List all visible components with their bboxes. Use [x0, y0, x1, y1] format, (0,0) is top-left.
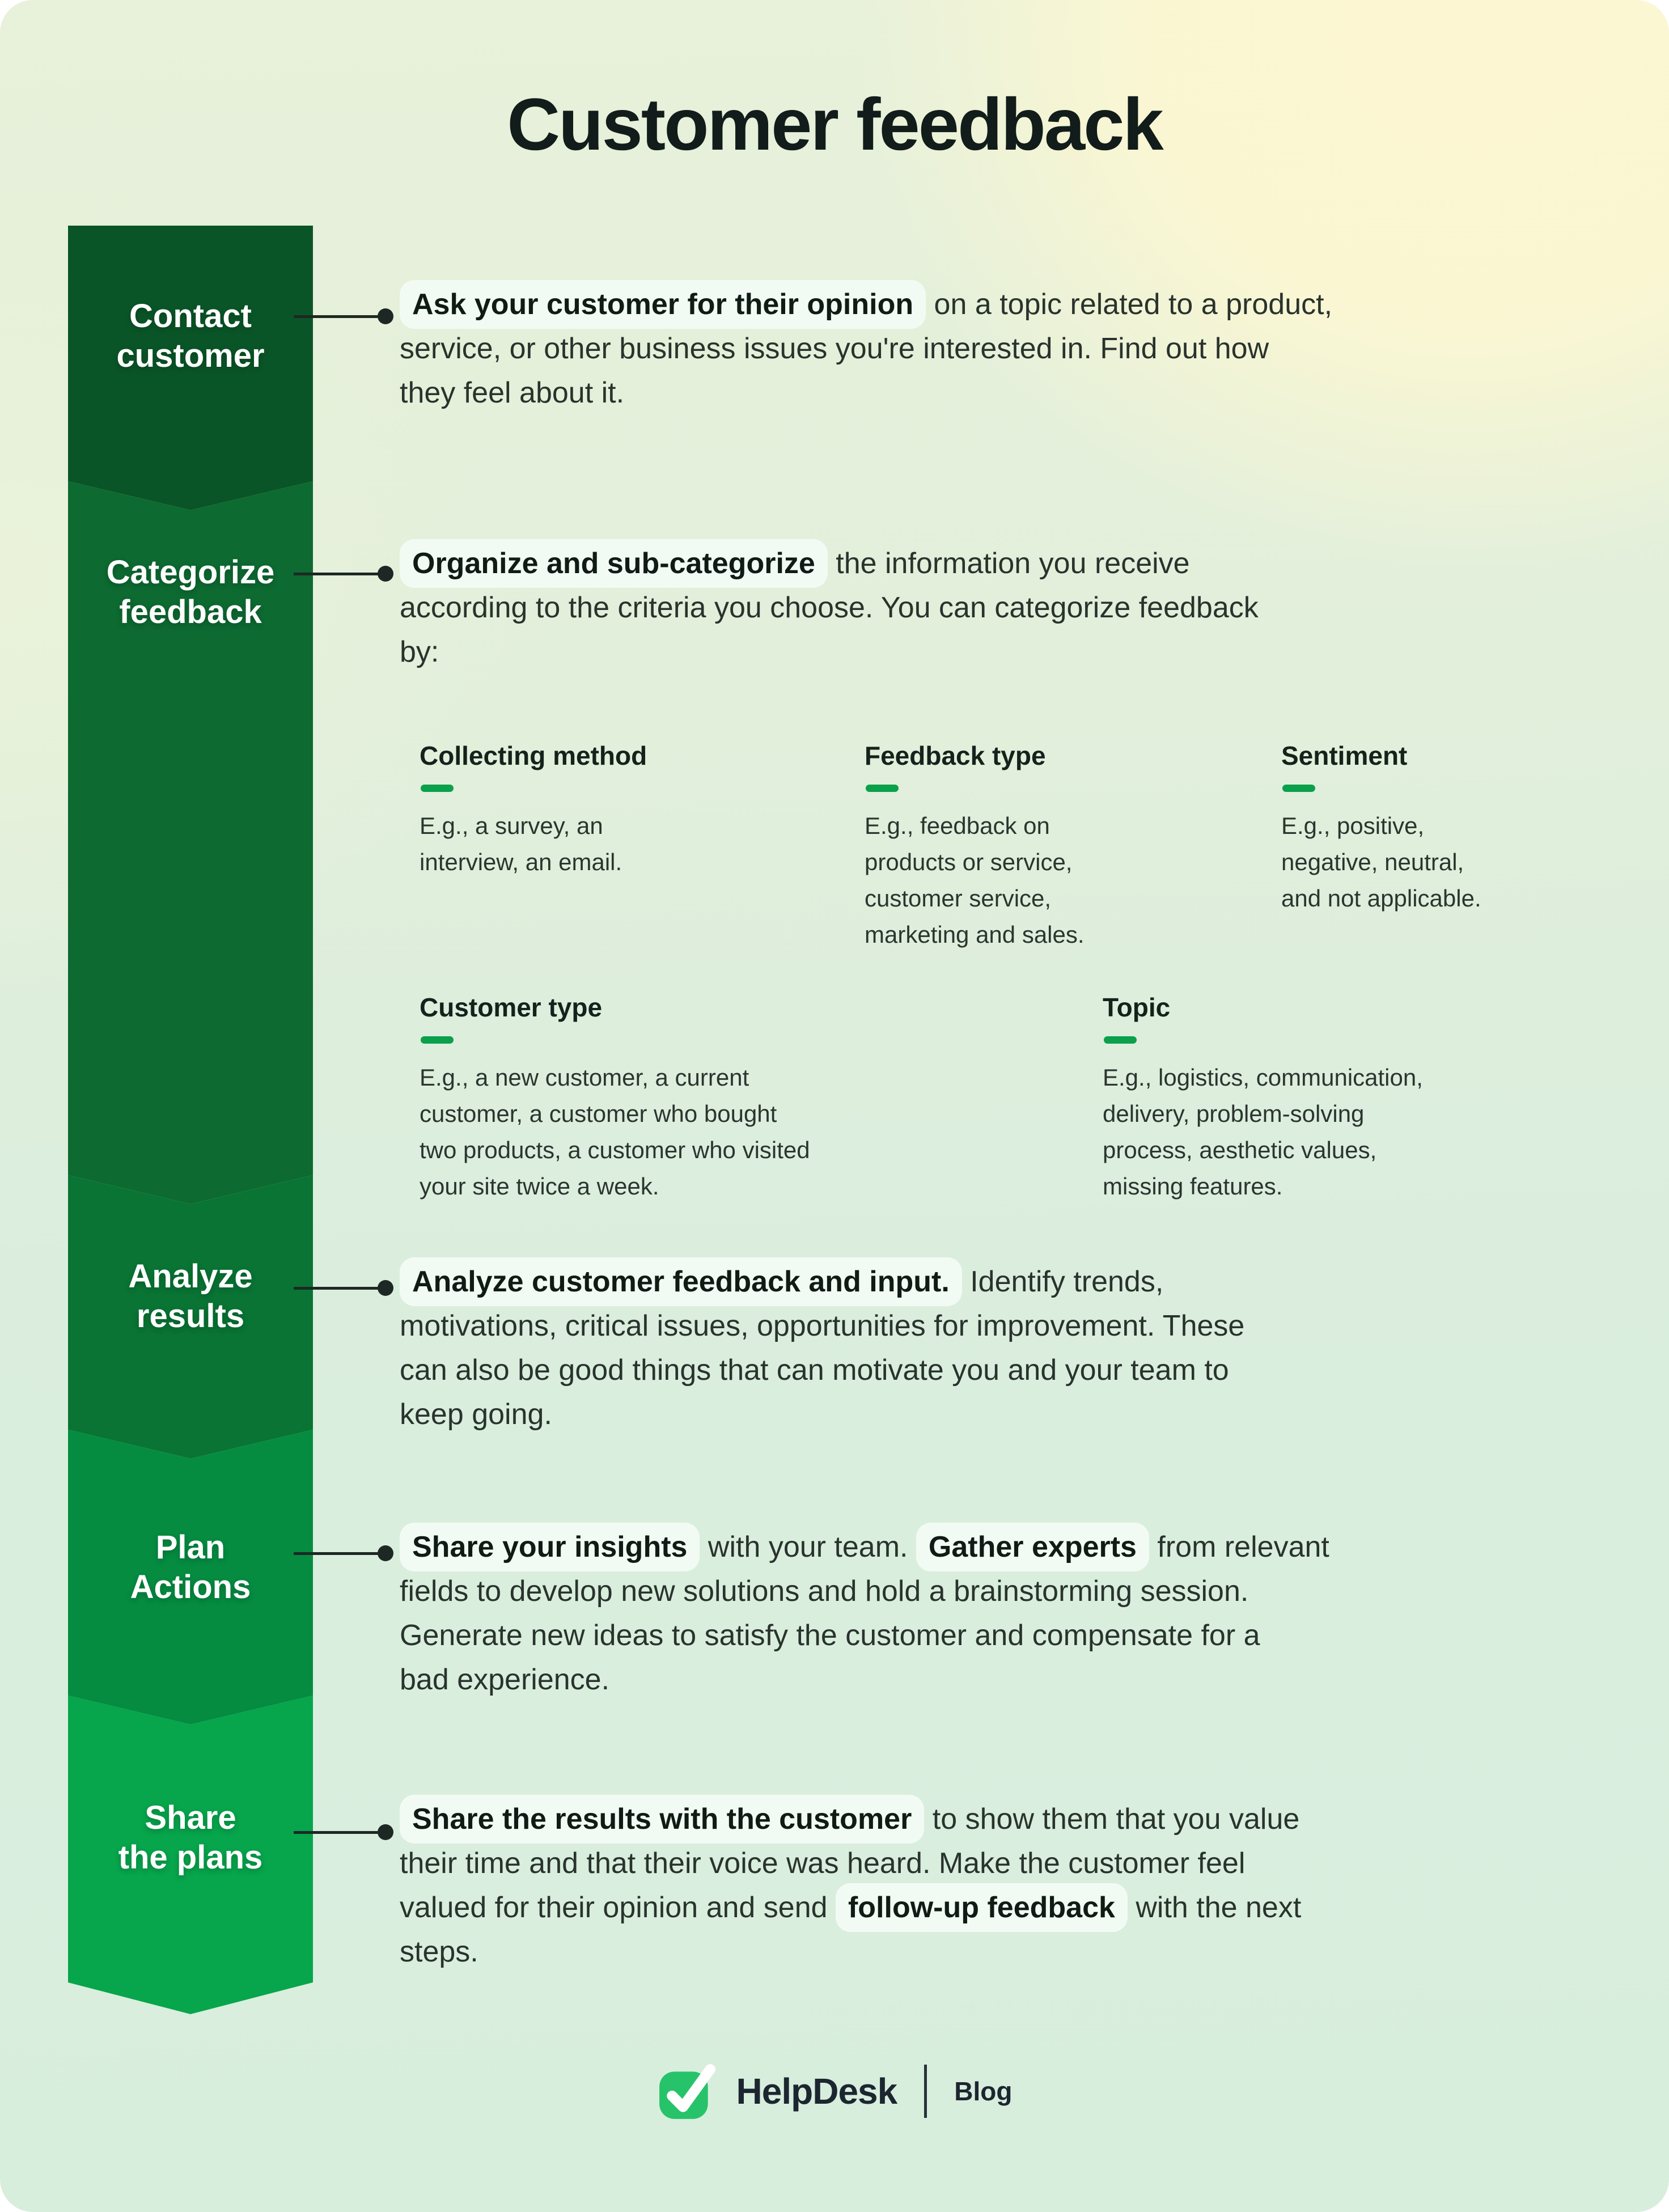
step-description: [400, 1797, 1636, 1974]
description-text: by:: [400, 635, 439, 668]
category-text-line: interview, an email.: [420, 849, 622, 875]
description-text: motivations, critical issues, opportunities for improvement. These: [400, 1310, 1245, 1342]
category-text-line: customer service,: [865, 885, 1052, 912]
description-line: [400, 1569, 1636, 1613]
description-line: [400, 541, 1636, 586]
description-line: [400, 1885, 1636, 1930]
connector: [294, 1545, 393, 1561]
description-text: their time and that their voice was heard. Make the customer feel: [400, 1847, 1246, 1880]
category-text-line: customer, a customer who bought: [420, 1100, 777, 1127]
footer: [0, 2061, 1669, 2121]
description-text: Identify trends,: [961, 1265, 1164, 1298]
connector-line: [294, 315, 379, 318]
brand-name: HelpDesk: [736, 2071, 897, 2112]
category-text-line: delivery, problem-solving: [1103, 1100, 1365, 1127]
highlighted-text: Share your insights: [400, 1523, 700, 1571]
page-title: Customer feedback: [507, 83, 1162, 166]
step-label-line: Plan: [155, 1529, 226, 1566]
category-card: [1103, 992, 1613, 1205]
footer-blog-label: Blog: [954, 2077, 1013, 2106]
highlighted-text: follow-up feedback: [836, 1883, 1128, 1932]
step-description: [400, 282, 1636, 415]
description-line: [400, 327, 1636, 371]
step-label: [68, 1528, 313, 1607]
category-underline: [866, 785, 899, 792]
process-chevron-band: [68, 226, 313, 2028]
category-text-line: two products, a customer who visited: [420, 1137, 810, 1163]
description-line: [400, 586, 1636, 630]
category-text-line: your site twice a week.: [420, 1173, 659, 1200]
description-line: [400, 630, 1636, 674]
description-line: [400, 1348, 1636, 1392]
category-text-line: negative, neutral,: [1281, 849, 1464, 875]
category-text-line: missing features.: [1103, 1173, 1283, 1200]
connector: [294, 1824, 393, 1840]
step-label-line: results: [136, 1298, 245, 1334]
category-text-line: products or service,: [865, 849, 1073, 875]
step-label-line: Analyze: [128, 1258, 253, 1295]
helpdesk-logo-icon: [657, 2061, 717, 2121]
connector-dot: [378, 566, 393, 582]
category-underline: [421, 1036, 454, 1044]
highlighted-text: Ask your customer for their opinion: [400, 280, 926, 329]
step-label-line: customer: [116, 337, 265, 374]
category-text-line: E.g., logistics, communication,: [1103, 1064, 1423, 1091]
category-text-line: E.g., feedback on: [865, 812, 1050, 839]
step-description: [400, 1525, 1636, 1702]
description-line: [400, 371, 1636, 415]
connector-line: [294, 1831, 379, 1834]
step-label: [68, 1257, 313, 1336]
connector: [294, 566, 393, 582]
step-label-line: Contact: [129, 298, 252, 334]
description-line: [400, 1525, 1636, 1569]
description-text: bad experience.: [400, 1663, 610, 1696]
step-label: [68, 553, 313, 632]
description-line: [400, 1930, 1636, 1974]
category-underline: [421, 785, 454, 792]
step-label-line: Share: [145, 1799, 236, 1836]
description-text: from relevant: [1149, 1531, 1329, 1563]
category-text-line: E.g., a survey, an: [420, 812, 603, 839]
description-text: on a topic related to a product,: [926, 288, 1333, 321]
highlighted-text: Gather experts: [916, 1523, 1149, 1571]
category-card: [420, 740, 737, 880]
step-description: [400, 541, 1636, 674]
description-text: Generate new ideas to satisfy the customer and compensate for a: [400, 1619, 1260, 1652]
description-text: they feel about it.: [400, 376, 625, 409]
connector-line: [294, 573, 379, 575]
highlighted-text: Share the results with the customer: [400, 1795, 924, 1844]
description-text: according to the criteria you choose. You can categorize feedback: [400, 591, 1259, 624]
connector-dot: [378, 1545, 393, 1561]
connector-dot: [378, 1824, 393, 1840]
description-text: with your team.: [700, 1531, 916, 1563]
description-text: valued for their opinion and send: [400, 1891, 836, 1924]
footer-divider: [924, 2065, 927, 2118]
chevron-band-svg: [68, 226, 313, 2028]
category-title: Topic: [1103, 993, 1171, 1022]
category-card: [1281, 740, 1621, 917]
description-text: the information you receive: [827, 547, 1190, 580]
connector: [294, 308, 393, 324]
description-line: [400, 1304, 1636, 1348]
description-line: [400, 282, 1636, 327]
step-description: [400, 1260, 1636, 1436]
highlighted-text: Organize and sub-categorize: [400, 539, 828, 588]
connector-dot: [378, 1280, 393, 1296]
step-label-line: Categorize: [106, 554, 275, 591]
category-underline: [1282, 785, 1315, 792]
description-line: [400, 1613, 1636, 1658]
description-line: [400, 1658, 1636, 1702]
connector: [294, 1280, 393, 1296]
connector-dot: [378, 308, 393, 324]
connector-line: [294, 1287, 379, 1290]
description-text: service, or other business issues you're interested in. Find out how: [400, 332, 1269, 365]
category-card: [865, 740, 1216, 953]
description-text: with the next: [1127, 1891, 1302, 1924]
category-title: Sentiment: [1281, 741, 1408, 770]
category-underline: [1104, 1036, 1137, 1044]
step-label: [68, 296, 313, 376]
category-text-line: E.g., a new customer, a current: [420, 1064, 749, 1091]
description-line: [400, 1841, 1636, 1885]
step-label: [68, 1798, 313, 1878]
description-line: [400, 1392, 1636, 1436]
description-text: keep going.: [400, 1398, 552, 1431]
step-label-line: Actions: [130, 1569, 251, 1605]
description-text: to show them that you value: [924, 1803, 1300, 1836]
category-title: Feedback type: [865, 741, 1046, 770]
category-text-line: marketing and sales.: [865, 921, 1085, 948]
description-line: [400, 1797, 1636, 1841]
step-label-line: feedback: [119, 594, 262, 630]
connector-line: [294, 1552, 379, 1555]
description-line: [400, 1260, 1636, 1304]
description-text: can also be good things that can motivate you and your team to: [400, 1354, 1229, 1387]
category-title: Customer type: [420, 993, 603, 1022]
step-label-line: the plans: [118, 1839, 263, 1876]
category-text-line: process, aesthetic values,: [1103, 1137, 1377, 1163]
highlighted-text: Analyze customer feedback and input.: [400, 1257, 962, 1306]
category-text-line: and not applicable.: [1281, 885, 1481, 912]
category-text-line: E.g., positive,: [1281, 812, 1425, 839]
category-card: [420, 992, 1009, 1205]
category-title: Collecting method: [420, 741, 647, 770]
description-text: steps.: [400, 1935, 478, 1968]
description-text: fields to develop new solutions and hold a brainstorming session.: [400, 1575, 1249, 1608]
